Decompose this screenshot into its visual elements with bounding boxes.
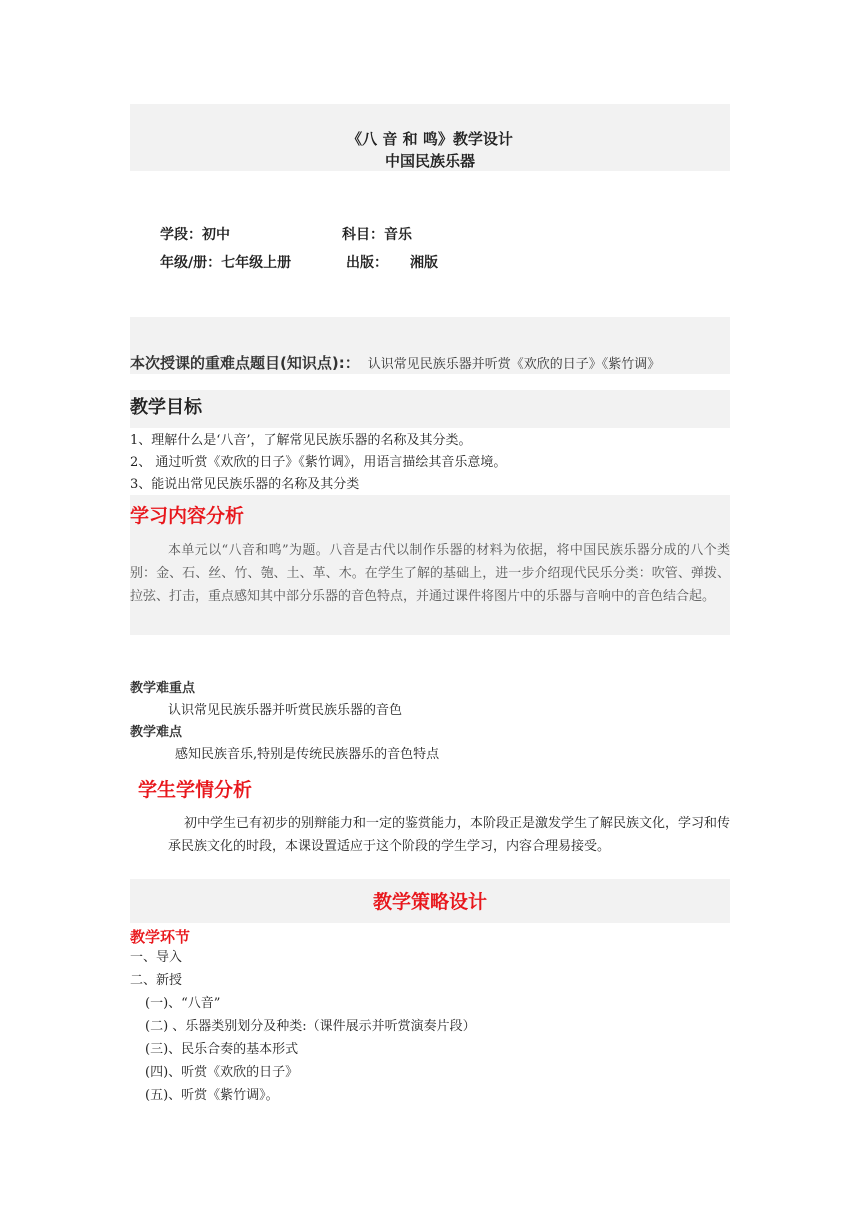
- publisher-value: 湘版: [410, 255, 438, 271]
- steps-heading: 教学环节: [130, 928, 191, 946]
- difficulty-heading: 教学难点: [130, 725, 183, 740]
- subject-label: 科目：: [342, 227, 384, 243]
- content-analysis-body: 本单元以“八音和鸣”为题。八音是古代以制作乐器的材料为依据，将中国民族乐器分成的八个类别：金、石、丝、竹、匏、土、革、木。在学生了解的基础上，进一步介绍现代民乐分类：吹管、弹拨、拉弦、打击，重点感知其中部分乐器的音色特点，并通过课件将图片中的乐器与音响中的音色结合起。: [130, 539, 730, 635]
- subject-value: 音乐: [384, 227, 412, 243]
- step-item: (三)、民乐合奏的基本形式: [145, 1042, 299, 1057]
- keypoint-label: 本次授课的重难点题目(知识点):：: [130, 354, 360, 372]
- stage-label: 学段：: [160, 227, 202, 243]
- step-item: (四)、听赏《欢欣的日子》: [145, 1065, 299, 1080]
- grade-value: 七年级上册: [221, 255, 292, 271]
- goals-heading: 教学目标: [130, 390, 730, 428]
- grade-field: [160, 252, 291, 272]
- step-item: 一、导入: [130, 950, 183, 965]
- strategy-heading: 教学策略设计: [130, 879, 730, 923]
- publisher-label: 出版：: [346, 255, 388, 271]
- student-analysis-heading: 学生学情分析: [138, 779, 253, 801]
- subject-field: [342, 224, 412, 244]
- keypoint-line: [130, 352, 740, 374]
- step-item: (二) 、乐器类别划分及种类:（课件展示并听赏演奏片段）: [145, 1019, 476, 1034]
- keypoint-value: 认识常见民族乐器并听赏《欢欣的日子》《紫竹调》: [367, 357, 661, 372]
- key-focus-heading: 教学难重点: [130, 681, 196, 696]
- title-block: [130, 104, 730, 171]
- publisher-field: [346, 252, 438, 272]
- goal-item-2: 2、 通过听赏《欢欣的日子》《紫竹调》，用语言描绘其音乐意境。: [130, 455, 507, 470]
- step-item: (一)、“八音”: [145, 996, 221, 1011]
- meta-row-2: [160, 252, 580, 274]
- grade-label: 年级/册：: [160, 255, 222, 271]
- content-analysis-heading: 学习内容分析: [130, 495, 730, 539]
- meta-row-1: [160, 224, 580, 246]
- goal-item-3: 3、能说出常见民族乐器的名称及其分类: [130, 477, 360, 492]
- step-item: 二、新授: [130, 973, 183, 988]
- difficulty-body: 感知民族音乐,特别是传统民族器乐的音色特点: [175, 747, 440, 762]
- student-analysis-body: 初中学生已有初步的别辩能力和一定的鉴赏能力，本阶段正是激发学生了解民族文化，学习和传承民族文化的时段，本课设置适应于这个阶段的学生学习，内容合理易接受。: [168, 816, 731, 854]
- document-subtitle: 中国民族乐器: [384, 152, 475, 170]
- document-title: 《八 音 和 鸣》教学设计: [347, 130, 513, 148]
- step-item: (五)、听赏《紫竹调》。: [145, 1088, 279, 1103]
- stage-value: 初中: [202, 227, 230, 243]
- key-focus-body: 认识常见民族乐器并听赏民族乐器的音色: [168, 703, 403, 718]
- goal-item-1: 1、理解什么是‘八音’，了解常见民族乐器的名称及其分类。: [130, 433, 472, 448]
- stage-field: [160, 224, 230, 244]
